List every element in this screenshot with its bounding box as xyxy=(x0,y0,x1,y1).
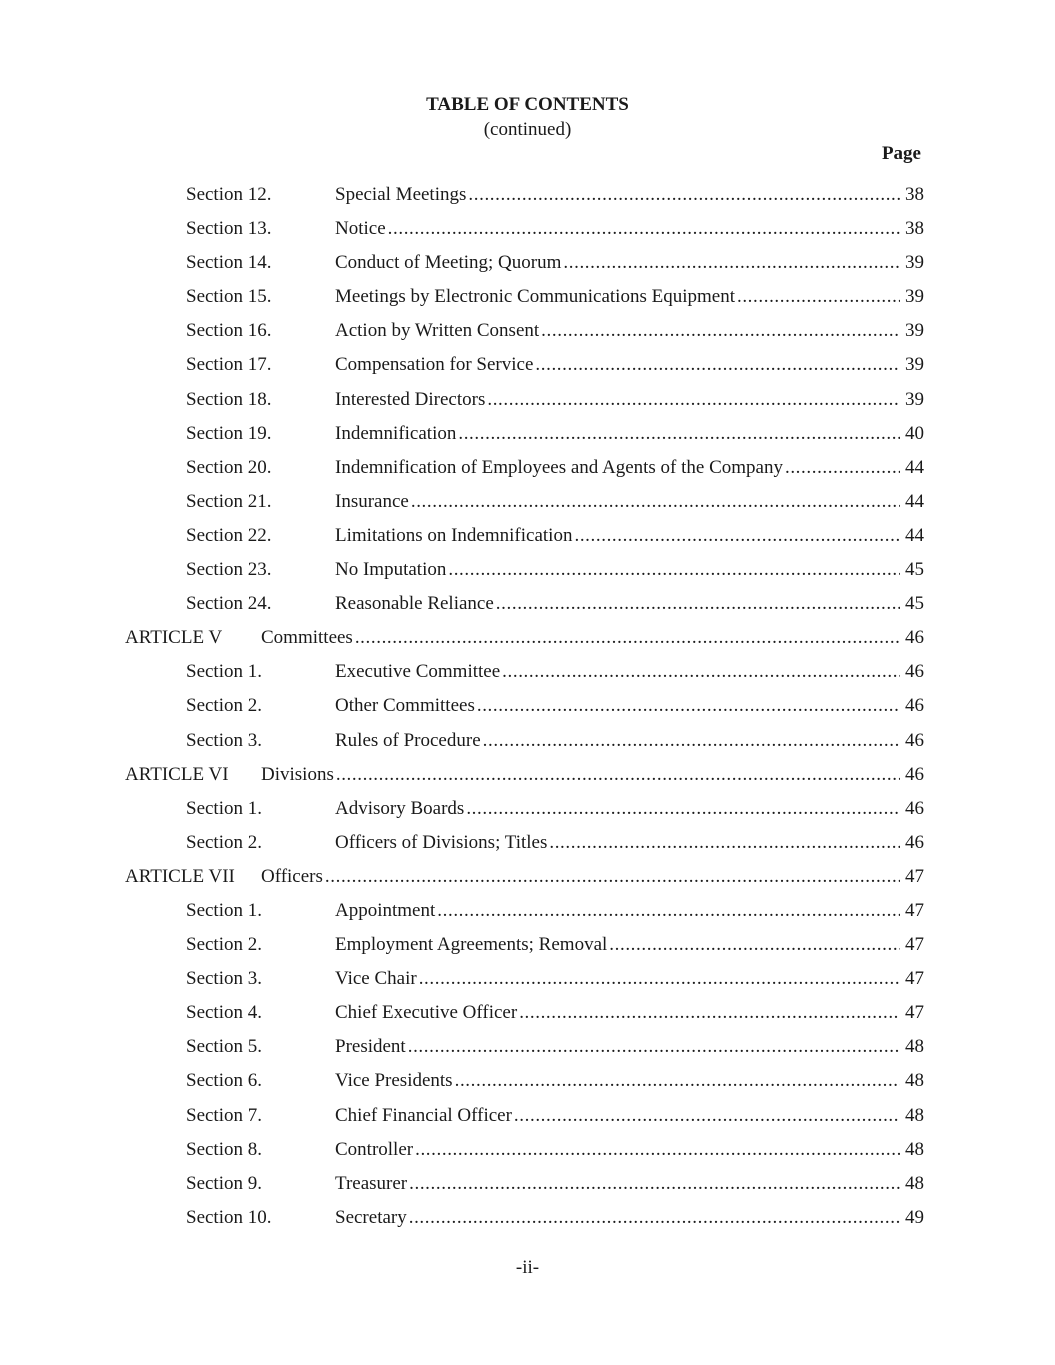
toc-entry xyxy=(335,896,924,926)
toc-entry xyxy=(335,657,924,687)
toc-section-row xyxy=(0,1066,1055,1100)
toc-section-row xyxy=(0,1203,1055,1237)
toc-entry-page: 47 xyxy=(905,865,924,887)
dot-leader xyxy=(574,521,900,551)
dot-leader xyxy=(785,453,900,483)
toc-entry-title: Divisions xyxy=(261,763,334,785)
toc-section-row xyxy=(0,282,1055,316)
toc-section-row xyxy=(0,691,1055,725)
toc-section-row xyxy=(0,930,1055,964)
toc-entry-number: Section 21. xyxy=(186,490,272,512)
toc-entry-title: Advisory Boards xyxy=(335,797,465,819)
toc-section-row xyxy=(0,828,1055,862)
dot-leader xyxy=(388,214,900,244)
toc-entry xyxy=(335,589,924,619)
dot-leader xyxy=(448,555,900,585)
toc-entry-title: No Imputation xyxy=(335,559,447,581)
toc-entry xyxy=(335,1135,924,1165)
toc-entry-page: 46 xyxy=(905,797,924,819)
toc-entry-number: Section 23. xyxy=(186,559,272,581)
toc-section-row xyxy=(0,896,1055,930)
toc-entry xyxy=(335,726,924,756)
dot-leader xyxy=(496,589,900,619)
toc-entry-page: 48 xyxy=(905,1036,924,1058)
toc-entry-title: Action by Written Consent xyxy=(335,320,540,342)
toc-entry-number: Section 4. xyxy=(186,1002,262,1024)
toc-entry xyxy=(335,964,924,994)
toc-list xyxy=(0,180,1055,1237)
toc-entry xyxy=(335,316,924,346)
dot-leader xyxy=(535,350,900,380)
toc-entry-title: Officers of Divisions; Titles xyxy=(335,831,548,853)
dot-leader xyxy=(563,248,900,278)
toc-entry-page: 38 xyxy=(905,184,924,205)
toc-section-row xyxy=(0,214,1055,248)
toc-section-row xyxy=(0,453,1055,487)
dot-leader xyxy=(437,896,900,926)
toc-entry-number: Section 1. xyxy=(186,797,262,819)
toc-entry-title: Chief Executive Officer xyxy=(335,1002,518,1024)
toc-entry xyxy=(335,1203,924,1233)
dot-leader xyxy=(737,282,900,312)
toc-entry-title: Controller xyxy=(335,1138,414,1160)
page-column-header: Page xyxy=(881,143,921,164)
toc-entry-number: Section 3. xyxy=(186,968,262,990)
toc-entry xyxy=(335,930,924,960)
toc-section-row xyxy=(0,998,1055,1032)
toc-entry-page: 40 xyxy=(905,422,924,444)
toc-entry-page: 39 xyxy=(905,286,924,308)
toc-entry xyxy=(335,794,924,824)
toc-entry-title: Vice Presidents xyxy=(335,1070,453,1092)
toc-entry-title: Limitations on Indemnification xyxy=(335,524,573,546)
toc-entry-title: Notice xyxy=(335,218,386,240)
toc-entry-page: 39 xyxy=(905,388,924,410)
toc-entry xyxy=(335,350,924,380)
toc-entry-title: Special Meetings xyxy=(335,184,467,205)
toc-entry-number: Section 13. xyxy=(186,218,272,240)
toc-entry-number: Section 14. xyxy=(186,252,272,274)
toc-section-row xyxy=(0,794,1055,828)
toc-entry-number: Section 17. xyxy=(186,354,272,376)
toc-section-row xyxy=(0,487,1055,521)
toc-entry-page: 48 xyxy=(905,1070,924,1092)
toc-entry-page: 46 xyxy=(905,763,924,785)
dot-leader xyxy=(336,760,900,790)
toc-title: TABLE OF CONTENTS xyxy=(426,94,629,115)
toc-section-row xyxy=(0,521,1055,555)
dot-leader xyxy=(466,794,900,824)
toc-entry-title: Compensation for Service xyxy=(335,354,534,376)
toc-entry-number: Section 12. xyxy=(186,184,272,205)
dot-leader xyxy=(409,1169,900,1199)
toc-entry-number: Section 15. xyxy=(186,286,272,308)
dot-leader xyxy=(477,691,900,721)
toc-entry-number: Section 6. xyxy=(186,1070,262,1092)
toc-entry-page: 48 xyxy=(905,1104,924,1126)
toc-entry-number: Section 5. xyxy=(186,1036,262,1058)
toc-entry xyxy=(335,555,924,585)
toc-entry-page: 48 xyxy=(905,1138,924,1160)
toc-entry xyxy=(335,521,924,551)
toc-entry-number: Section 2. xyxy=(186,831,262,853)
toc-entry-page: 45 xyxy=(905,559,924,581)
toc-article-row xyxy=(0,760,1055,794)
toc-entry-number: Section 24. xyxy=(186,593,272,615)
toc-entry-number: Section 2. xyxy=(186,695,262,717)
toc-entry xyxy=(335,691,924,721)
toc-entry-title: Meetings by Electronic Communications Equipment xyxy=(335,286,735,308)
dot-leader xyxy=(514,1101,900,1131)
toc-entry-number: ARTICLE V xyxy=(125,627,223,649)
toc-entry-number: Section 19. xyxy=(186,422,272,444)
toc-entry xyxy=(335,453,924,483)
toc-section-row xyxy=(0,419,1055,453)
toc-entry-page: 38 xyxy=(905,218,924,240)
toc-section-row xyxy=(0,589,1055,623)
toc-entry-title: President xyxy=(335,1036,406,1058)
toc-entry-page: 46 xyxy=(905,729,924,751)
toc-entry-number: Section 1. xyxy=(186,661,262,683)
toc-entry-title: Conduct of Meeting; Quorum xyxy=(335,252,562,274)
toc-entry-number: ARTICLE VII xyxy=(125,865,235,887)
toc-entry xyxy=(335,998,924,1028)
toc-entry-title: Appointment xyxy=(335,899,436,921)
toc-entry-page: 44 xyxy=(905,456,924,478)
toc-entry-title: Rules of Procedure xyxy=(335,729,481,751)
toc-entry-title: Interested Directors xyxy=(335,388,486,410)
toc-entry-page: 46 xyxy=(905,661,924,683)
toc-entry-page: 47 xyxy=(905,968,924,990)
toc-section-row xyxy=(0,555,1055,589)
toc-entry-page: 44 xyxy=(905,524,924,546)
toc-entry-page: 39 xyxy=(905,354,924,376)
toc-entry xyxy=(335,1101,924,1131)
toc-section-row xyxy=(0,180,1055,214)
toc-entry-title: Insurance xyxy=(335,490,409,512)
toc-entry-title: Vice Chair xyxy=(335,968,417,990)
toc-subtitle: (continued) xyxy=(483,119,572,140)
toc-section-row xyxy=(0,1101,1055,1135)
toc-entry-page: 47 xyxy=(905,1002,924,1024)
toc-entry-number: Section 20. xyxy=(186,456,272,478)
toc-section-row xyxy=(0,316,1055,350)
dot-leader xyxy=(468,180,900,210)
toc-entry xyxy=(335,1066,924,1096)
toc-entry-page: 46 xyxy=(905,695,924,717)
dot-leader xyxy=(609,930,900,960)
toc-entry-title: Officers xyxy=(261,865,323,887)
toc-section-row xyxy=(0,964,1055,998)
toc-entry-page: 47 xyxy=(905,934,924,956)
toc-section-row xyxy=(0,385,1055,419)
toc-entry-number: Section 18. xyxy=(186,388,272,410)
toc-entry xyxy=(261,760,924,790)
toc-article-row xyxy=(0,623,1055,657)
toc-entry-page: 46 xyxy=(905,627,924,649)
dot-leader xyxy=(458,419,900,449)
toc-entry-page: 45 xyxy=(905,593,924,615)
dot-leader xyxy=(455,1066,900,1096)
toc-section-row xyxy=(0,248,1055,282)
toc-entry-page: 46 xyxy=(905,831,924,853)
toc-entry xyxy=(335,282,924,312)
toc-entry xyxy=(335,385,924,415)
toc-entry-number: Section 10. xyxy=(186,1206,272,1228)
toc-entry-number: ARTICLE VI xyxy=(125,763,229,785)
dot-leader xyxy=(325,862,900,892)
toc-entry xyxy=(335,214,924,244)
toc-entry-title: Indemnification xyxy=(335,422,457,444)
toc-entry-title: Indemnification of Employees and Agents of the Company xyxy=(335,456,783,478)
dot-leader xyxy=(502,657,900,687)
dot-leader xyxy=(409,1203,900,1233)
dot-leader xyxy=(519,998,900,1028)
toc-entry xyxy=(335,487,924,517)
dot-leader xyxy=(483,726,900,756)
toc-entry-number: Section 7. xyxy=(186,1104,262,1126)
toc-entry xyxy=(335,828,924,858)
toc-article-row xyxy=(0,862,1055,896)
toc-entry xyxy=(335,1032,924,1062)
toc-entry xyxy=(335,1169,924,1199)
toc-section-row xyxy=(0,350,1055,384)
dot-leader xyxy=(549,828,900,858)
dot-leader xyxy=(487,385,900,415)
dot-leader xyxy=(355,623,900,653)
toc-entry xyxy=(335,248,924,278)
toc-entry-page: 44 xyxy=(905,490,924,512)
toc-entry-number: Section 1. xyxy=(186,899,262,921)
toc-section-row xyxy=(0,657,1055,691)
toc-entry-number: Section 16. xyxy=(186,320,272,342)
toc-entry-page: 39 xyxy=(905,252,924,274)
toc-entry-number: Section 9. xyxy=(186,1172,262,1194)
toc-section-row xyxy=(0,1135,1055,1169)
toc-entry-title: Secretary xyxy=(335,1206,407,1228)
toc-entry xyxy=(335,180,924,210)
toc-entry-title: Chief Financial Officer xyxy=(335,1104,512,1126)
toc-entry-title: Treasurer xyxy=(335,1172,408,1194)
toc-entry xyxy=(261,623,924,653)
toc-entry-number: Section 3. xyxy=(186,729,262,751)
toc-entry-title: Employment Agreements; Removal xyxy=(335,934,608,956)
toc-entry xyxy=(261,862,924,892)
toc-section-row xyxy=(0,1169,1055,1203)
toc-entry-page: 49 xyxy=(905,1206,924,1228)
toc-entry-page: 39 xyxy=(905,320,924,342)
dot-leader xyxy=(411,487,900,517)
toc-entry-number: Section 8. xyxy=(186,1138,262,1160)
dot-leader xyxy=(419,964,900,994)
toc-entry-number: Section 22. xyxy=(186,524,272,546)
toc-entry xyxy=(335,419,924,449)
toc-entry-title: Committees xyxy=(261,627,353,649)
page-number: -ii- xyxy=(515,1257,540,1278)
toc-entry-title: Reasonable Reliance xyxy=(335,593,494,615)
toc-entry-title: Other Committees xyxy=(335,695,475,717)
dot-leader xyxy=(415,1135,900,1165)
toc-entry-page: 48 xyxy=(905,1172,924,1194)
toc-entry-number: Section 2. xyxy=(186,934,262,956)
toc-section-row xyxy=(0,1032,1055,1066)
dot-leader xyxy=(541,316,900,346)
toc-section-row xyxy=(0,726,1055,760)
dot-leader xyxy=(408,1032,900,1062)
toc-entry-page: 47 xyxy=(905,899,924,921)
toc-entry-title: Executive Committee xyxy=(335,661,501,683)
